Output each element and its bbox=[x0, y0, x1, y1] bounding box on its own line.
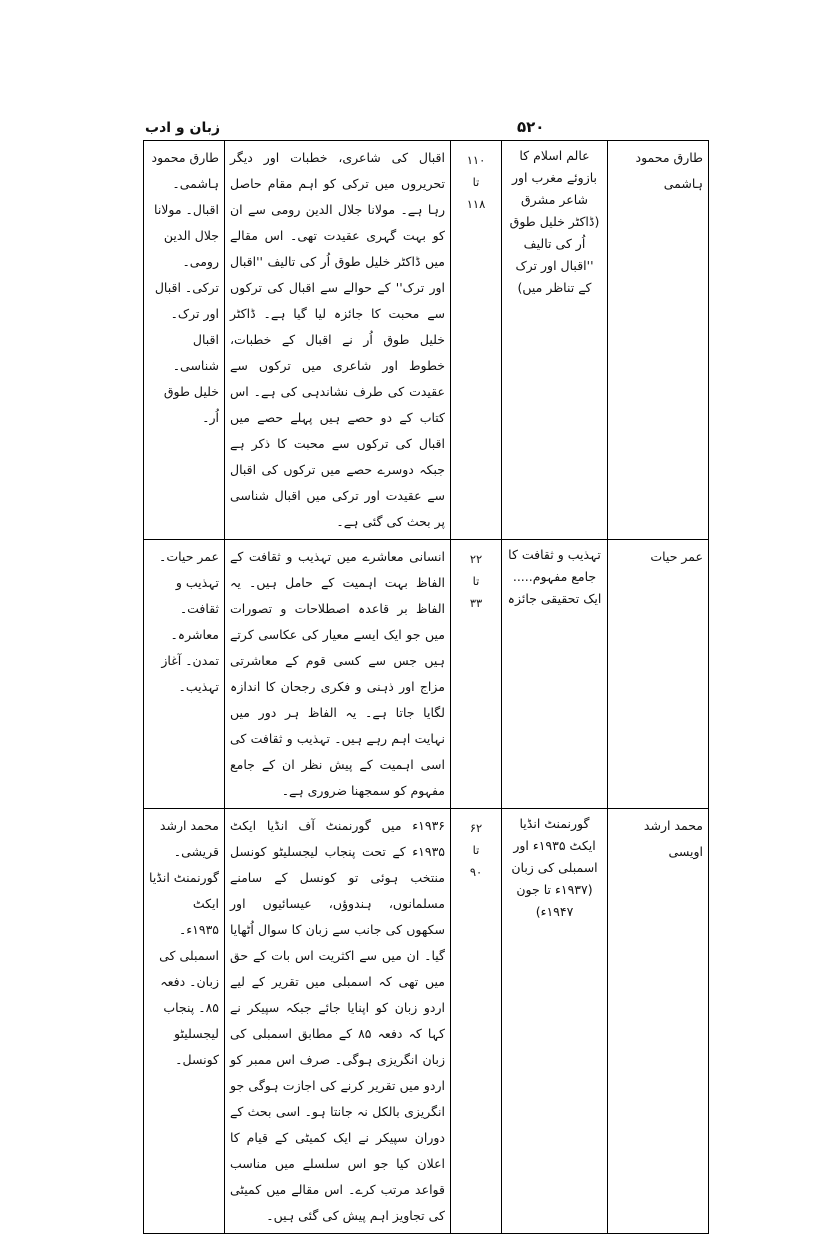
title-cell: تہذیب و ثقافت کا جامع مفہوم..... ایک تحقیقی جائزہ bbox=[502, 540, 608, 809]
table-row bbox=[144, 141, 709, 540]
page-to: ۱۱۸ bbox=[466, 197, 486, 211]
page-to-word: تا bbox=[472, 843, 480, 857]
pages-cell bbox=[451, 809, 502, 1234]
title-cell: عالم اسلام کا بازوئے مغرب اور شاعر مشرق (ڈاکٹر خلیل طوق اُر کی تالیف ''اقبال اور ترک کے تناظر میں) bbox=[502, 141, 608, 540]
keywords-cell: عمر حیات۔ تہذیب و ثقافت۔ معاشرہ۔ تمدن۔ آغاز تہذیب۔ bbox=[144, 540, 225, 809]
page-from: ۶۲ bbox=[469, 821, 483, 835]
abstract-cell: انسانی معاشرے میں تہذیب و ثقافت کے الفاظ بہت اہمیت کے حامل ہیں۔ یہ الفاظ بر قاعدہ اصطلاحات و تصورات میں جو ایک ایسے معیار کی عکاسی کرتے ہیں جس سے کسی قوم کے معاشرتی مزاج اور ذہنی و فکری رجحان کا اندازہ لگایا جاتا ہے۔ یہ الفاظ ہر دور میں نہایت اہم رہے ہیں۔ تہذیب و ثقافت کی اسی اہمیت کے پیش نظر ان کے جامع مفہوم کو سمجھنا ضروری ہے۔ bbox=[225, 540, 451, 809]
keywords-cell: طارق محمود ہاشمی۔ اقبال۔ مولانا جلال الدین رومی۔ ترکی۔ اقبال اور ترک۔ اقبال شناسی۔ خلیل طوق اُر۔ bbox=[144, 141, 225, 540]
keywords-cell: محمد ارشد قریشی۔ گورنمنٹ انڈیا ایکٹ ۱۹۳۵ء۔ اسمبلی کی زبان۔ دفعہ ۸۵۔ پنجاب لیجسلیٹو کونسل۔ bbox=[144, 809, 225, 1234]
author-cell: عمر حیات bbox=[608, 540, 709, 809]
article-index-table bbox=[143, 140, 709, 1234]
page-number: ۵۲۰ bbox=[517, 118, 545, 136]
table-row bbox=[144, 540, 709, 809]
pages-cell bbox=[451, 141, 502, 540]
page-to-word: تا bbox=[472, 175, 480, 189]
abstract-cell: ۱۹۳۶ء میں گورنمنٹ آف انڈیا ایکٹ ۱۹۳۵ء کے تحت پنجاب لیجسلیٹو کونسل منتخب ہوئی تو کونسل کے سامنے مسلمانوں، ہندوؤں، عیسائیوں اور سکھوں کی جانب سے زبان کا سوال اُٹھایا گیا۔ ان میں سے اکثریت اس بات کے حق میں تھی کہ اسمبلی میں تقریر کے لیے اردو زبان کو اپنایا جائے جبکہ سپیکر نے کہا کہ دفعہ ۸۵ کے مطابق اسمبلی کی زبان انگریزی ہوگی۔ صرف اس ممبر کو اردو میں تقریر کرنے کی اجازت ہوگی جو انگریزی بالکل نہ جانتا ہو۔ اسی بحث کے دوران سپیکر نے ایک کمیٹی کے قیام کا اعلان کیا جو اس سلسلے میں مناسب قواعد مرتب کرے۔ اس مقالے میں کمیٹی کی تجاویز اہم پیش کی گئی ہیں۔ bbox=[225, 809, 451, 1234]
page-from: ۲۲ bbox=[469, 552, 483, 566]
author-cell: طارق محمود ہاشمی bbox=[608, 141, 709, 540]
page-to: ۳۳ bbox=[469, 596, 483, 610]
journal-name: زبان و ادب bbox=[145, 120, 221, 136]
abstract-cell: اقبال کی شاعری، خطبات اور دیگر تحریروں میں ترکی کو اہم مقام حاصل رہا ہے۔ مولانا جلال الدین رومی سے ان کو بہت گہری عقیدت تھی۔ اس مقالے میں ڈاکٹر خلیل طوق اُر کی تالیف ''اقبال اور ترک'' کے حوالے سے اقبال کی ترکوں سے محبت کا جائزہ لیا گیا ہے۔ ڈاکٹر خلیل طوق اُر نے اقبال کے خطبات، خطوط اور شاعری میں ترکوں سے عقیدت کی طرف نشاندہی کی ہے۔ اس کتاب کے دو حصے ہیں پہلے حصے میں اقبال کی ترکوں سے محبت کا ذکر ہے جبکہ دوسرے حصے میں ترکوں کی اقبال سے عقیدت اور ترکی میں اقبال شناسی پر بحث کی گئی ہے۔ bbox=[225, 141, 451, 540]
table-row bbox=[144, 809, 709, 1234]
page-to-word: تا bbox=[472, 574, 480, 588]
title-cell: گورنمنٹ انڈیا ایکٹ ۱۹۳۵ء اور اسمبلی کی زبان (۱۹۳۷ء تا جون ۱۹۴۷ء) bbox=[502, 809, 608, 1234]
page-header bbox=[145, 118, 681, 140]
pages-cell bbox=[451, 540, 502, 809]
author-cell: محمد ارشد اویسی bbox=[608, 809, 709, 1234]
page-to: ۹۰ bbox=[469, 865, 483, 879]
page-from: ۱۱۰ bbox=[466, 153, 486, 167]
